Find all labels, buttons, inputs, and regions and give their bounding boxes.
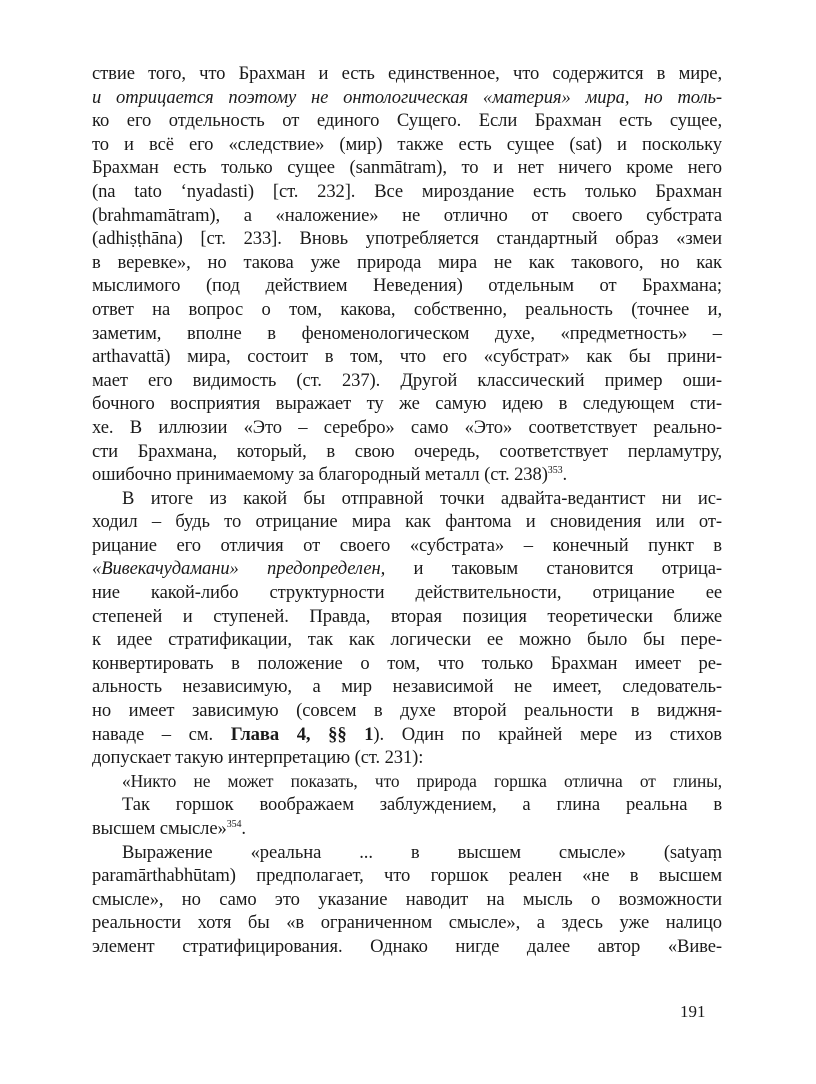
text-line: рицание его отличия от своего «субстрата» – конечный пункт в [92,534,722,556]
text-line: бочного восприятия выражает ту же самую идею в следующем сти- [92,393,722,415]
text-line: ние какой-либо структурности действительности, отрицание ее [92,582,722,604]
text-line: к идее стратификации, так как логически ее можно было бы пере- [92,629,722,651]
text-line: «Никто не может показать, что природа горшка отлична от глины, [122,770,722,791]
paragraph-1 [92,62,722,487]
footnote-ref: 353 [547,465,563,477]
page-number: 191 [680,1002,706,1021]
text-line: заметим, вполне в феноменологическом духе, «предметность» – [92,322,722,344]
text-line: то и всё его «следствие» (мир) также есть сущее (sat) и поскольку [92,133,722,155]
text-line: и отрицается поэтому не онтологическая «материя» мира, но толь- [92,86,722,108]
text-line: реальности хотя бы «в ограниченном смысле», а здесь уже налицо [92,912,722,934]
text-fragment: ). Один по крайней мере из стихов [373,723,722,745]
text-line: мыслимого (под действием Неведения) отдельным от Брахмана; [92,275,722,297]
text-line: сти Брахмана, который, в свою очередь, соответствует перламутру, [92,440,722,462]
text-line: но имеет зависимую (совсем в духе второй реальности в виджня- [92,700,722,722]
text-line: (na tato ‘nyadasti) [ст. 232]. Все мироздание есть только Брахман [92,180,722,202]
text-line [92,557,722,581]
text-fragment: ошибочно принимаемому за благородный металл (ст. 238) [92,464,548,486]
text-line [92,817,722,841]
text-line: (adhiṣṭhāna) [ст. 233]. Вновь употребляется стандартный образ «змеи [92,228,722,250]
text-line: ответ на вопрос о том, какова, собственно, реальность (точнее и, [92,298,722,320]
text-line: степеней и ступеней. Правда, вторая позиция теоретически ближе [92,605,722,627]
text-line: хе. В иллюзии «Это – серебро» само «Это» соответствует реально- [92,416,722,438]
text-fragment: . [562,464,568,486]
text-fragment: и таковым становится отрица- [385,558,722,580]
text-fragment: наваде – см. [92,723,231,745]
text-line [92,463,722,487]
page-body [92,62,722,959]
text-line: мает его видимость (ст. 237). Другой классический пример оши- [92,369,722,391]
text-line: смысле», но само это указание наводит на мысль о возможности [92,888,722,910]
text-line: в веревке», но такова уже природа мира не как такового, но как [92,251,722,273]
text-line [92,723,722,747]
text-fragment: . [241,818,246,839]
book-title: «Вивекачудамани» предопределен, [92,558,386,580]
text-line: arthavattā) мира, состоит в том, что его «субстрат» как бы прини- [92,346,722,368]
chapter-reference: Глава 4, §§ 1 [230,723,374,745]
text-line: ко его отдельность от единого Сущего. Если Брахман есть сущее, [92,110,722,132]
text-line: ходил – будь то отрицание мира как фантома и сновидения или от- [92,511,722,533]
text-line: элемент стратифицирования. Однако нигде далее автор «Виве- [92,935,722,957]
text-fragment: высшем смысле» [92,818,227,839]
text-line: В итоге из какой бы отправной точки адвайта-ведантист ни ис- [122,487,722,509]
text-line: конвертировать в положение о том, что только Брахман имеет ре- [92,652,722,674]
text-line: Брахман есть только сущее (sanmātram), то и нет ничего кроме него [92,157,722,179]
text-line: paramārthabhūtam) предполагает, что горшок реален «не в высшем [92,865,722,887]
text-line: допускает такую интерпретацию (ст. 231): [92,747,424,769]
paragraph-2 [92,487,722,770]
verse-quote [92,770,722,841]
text-line: ствие того, что Брахман и есть единственное, что содержится в мире, [92,63,722,84]
text-line: альность независимую, а мир независимой не имеет, следователь- [92,676,722,698]
text-line: (brahmamātram), а «наложение» не отлично от своего субстрата [92,204,722,226]
text-line: Так горшок воображаем заблуждением, а глина реальна в [122,794,722,816]
text-line: Выражение «реальна ... в высшем смысле» (satyaṃ [122,841,722,863]
paragraph-3 [92,841,722,959]
footnote-ref: 354 [226,819,242,830]
